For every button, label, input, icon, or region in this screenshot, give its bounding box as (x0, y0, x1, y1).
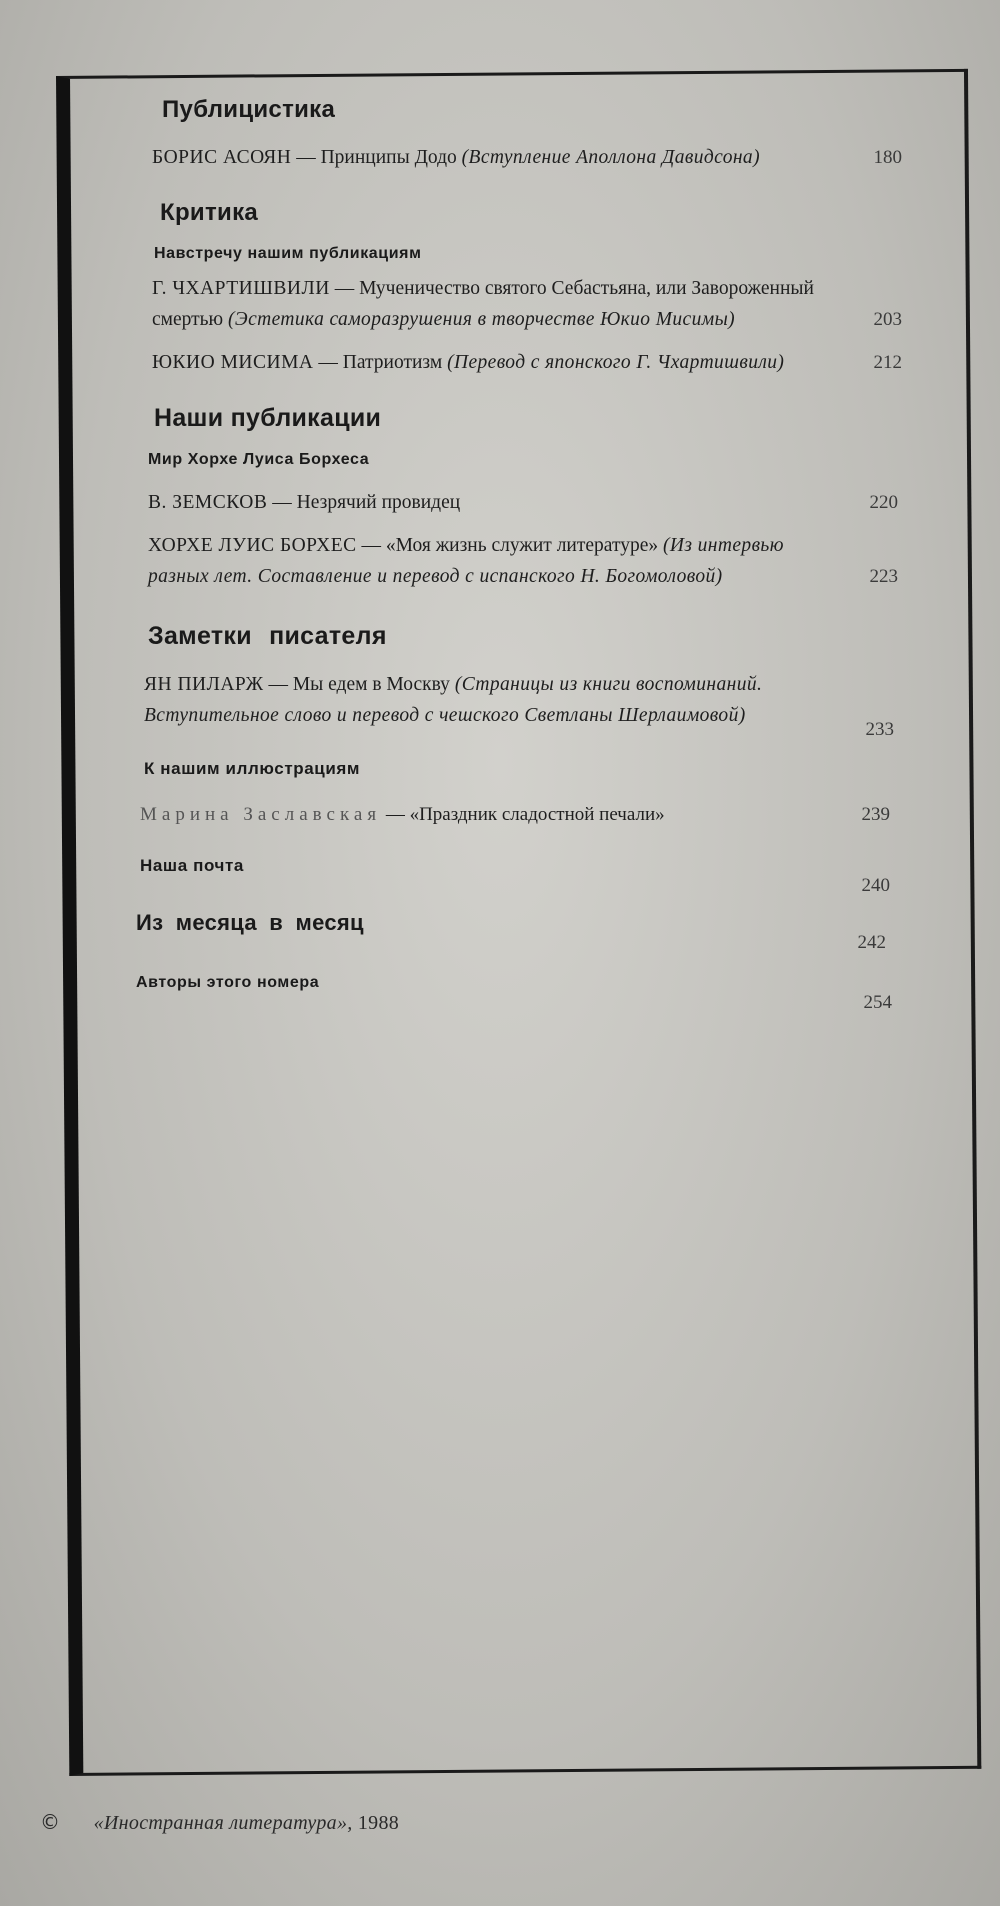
page-number: 254 (863, 992, 892, 1013)
section-subtitle: Навстречу нашим публикациям (154, 245, 422, 262)
entry-work: «Моя жизнь служит литературе» (385, 535, 659, 556)
entry-work: Мученичество святого Себастьяна, или Завороженный смертью (152, 278, 814, 330)
entry-note: (Страницы из книги воспоминаний. Вступительное слово и перевод с чешского Светланы Шерлаимовой) (144, 674, 763, 726)
entry-work: Незрячий провидец (296, 492, 461, 513)
section-title: Заметки писателя (148, 622, 387, 650)
page-number: 223 (869, 566, 898, 587)
section-title: Авторы этого номера (136, 974, 320, 991)
section-authors (90, 966, 930, 1013)
entry-work: Мы едем в Москву (292, 674, 450, 695)
page-number: 233 (865, 719, 894, 740)
entry-work: «Праздник сладостной печали» (409, 804, 665, 825)
section-criticism (90, 199, 930, 378)
page-number: 240 (861, 875, 890, 896)
toc-entry: Марина Заславская — «Праздник сладостной печали» 239 (140, 799, 820, 830)
entry-note: (Из интервью разных лет. Составление и перевод с испанского Н. Богомоловой) (148, 535, 784, 587)
entry-author: Г. ЧХАРТИШВИЛИ (152, 278, 330, 299)
entry-note: (Перевод с японского Г. Чхартишвили) (447, 352, 785, 373)
table-of-contents (90, 96, 930, 1016)
entry-note: (Эстетика саморазрушения в творчестве Юкио Мисимы) (228, 309, 736, 330)
publisher-name: «Иностранная литература», (93, 1812, 353, 1834)
publication-year: 1988 (357, 1812, 400, 1834)
page-number: 212 (873, 352, 902, 373)
page-number: 180 (873, 147, 902, 168)
section-title: Публицистика (162, 96, 336, 123)
section-publications (90, 404, 930, 592)
entry-author: ЯН ПИЛАРЖ (144, 674, 264, 695)
section-title: К нашим иллюстрациям (144, 759, 361, 778)
section-title: Наша почта (140, 856, 244, 875)
toc-entry: ЯН ПИЛАРЖ — Мы едем в Москву (Страницы из книги воспоминаний. Вступительное слово и перевод с чешского Светланы Шерлаимовой) 233 (144, 669, 824, 731)
toc-entry (140, 850, 890, 896)
entry-author: ХОРХЕ ЛУИС БОРХЕС (148, 535, 357, 556)
section-title: Из месяца в месяц (136, 910, 364, 935)
entry-author: Марина Заславская (140, 804, 382, 825)
entry-author: БОРИС АСОЯН (152, 147, 292, 168)
section-illustrations (90, 759, 930, 830)
entry-author: В. ЗЕМСКОВ (148, 492, 268, 513)
section-writer-notes (90, 622, 930, 740)
entry-work: Принципы Додо (320, 147, 457, 168)
copyright-footer (40, 1810, 399, 1835)
page-number: 239 (861, 804, 890, 825)
section-publicistics (90, 96, 930, 173)
section-title: Критика (160, 199, 259, 226)
toc-entry (136, 907, 886, 953)
entry-note: (Вступление Аполлона Давидсона) (461, 147, 760, 168)
copyright-icon: © (40, 1810, 61, 1834)
section-mail (90, 850, 930, 896)
entry-author: ЮКИО МИСИМА (152, 352, 314, 373)
toc-entry: В. ЗЕМСКОВ — Незрячий провидец 220 (148, 487, 828, 518)
section-title: Наши публикации (154, 404, 382, 432)
entry-work: Патриотизм (342, 352, 443, 373)
page-number: 242 (857, 932, 886, 953)
toc-entry: ХОРХЕ ЛУИС БОРХЕС — «Моя жизнь служит литературе» (Из интервью разных лет. Составление и перевод с испанского Н. Богомоловой) 223 (148, 530, 828, 592)
toc-entry: ЮКИО МИСИМА — Патриотизм (Перевод с японского Г. Чхартишвили) 212 (152, 347, 832, 378)
page-number: 220 (869, 492, 898, 513)
section-subtitle: Мир Хорхе Луиса Борхеса (148, 451, 370, 468)
toc-entry: БОРИС АСОЯН — Принципы Додо (Вступление Аполлона Давидсона) 180 (152, 142, 832, 173)
page-number: 203 (873, 309, 902, 330)
section-month (90, 907, 930, 953)
toc-entry (136, 966, 892, 1013)
toc-entry: Г. ЧХАРТИШВИЛИ — Мученичество святого Себастьяна, или Завороженный смертью (Эстетика саморазрушения в творчестве Юкио Мисимы) 203 (152, 273, 832, 335)
